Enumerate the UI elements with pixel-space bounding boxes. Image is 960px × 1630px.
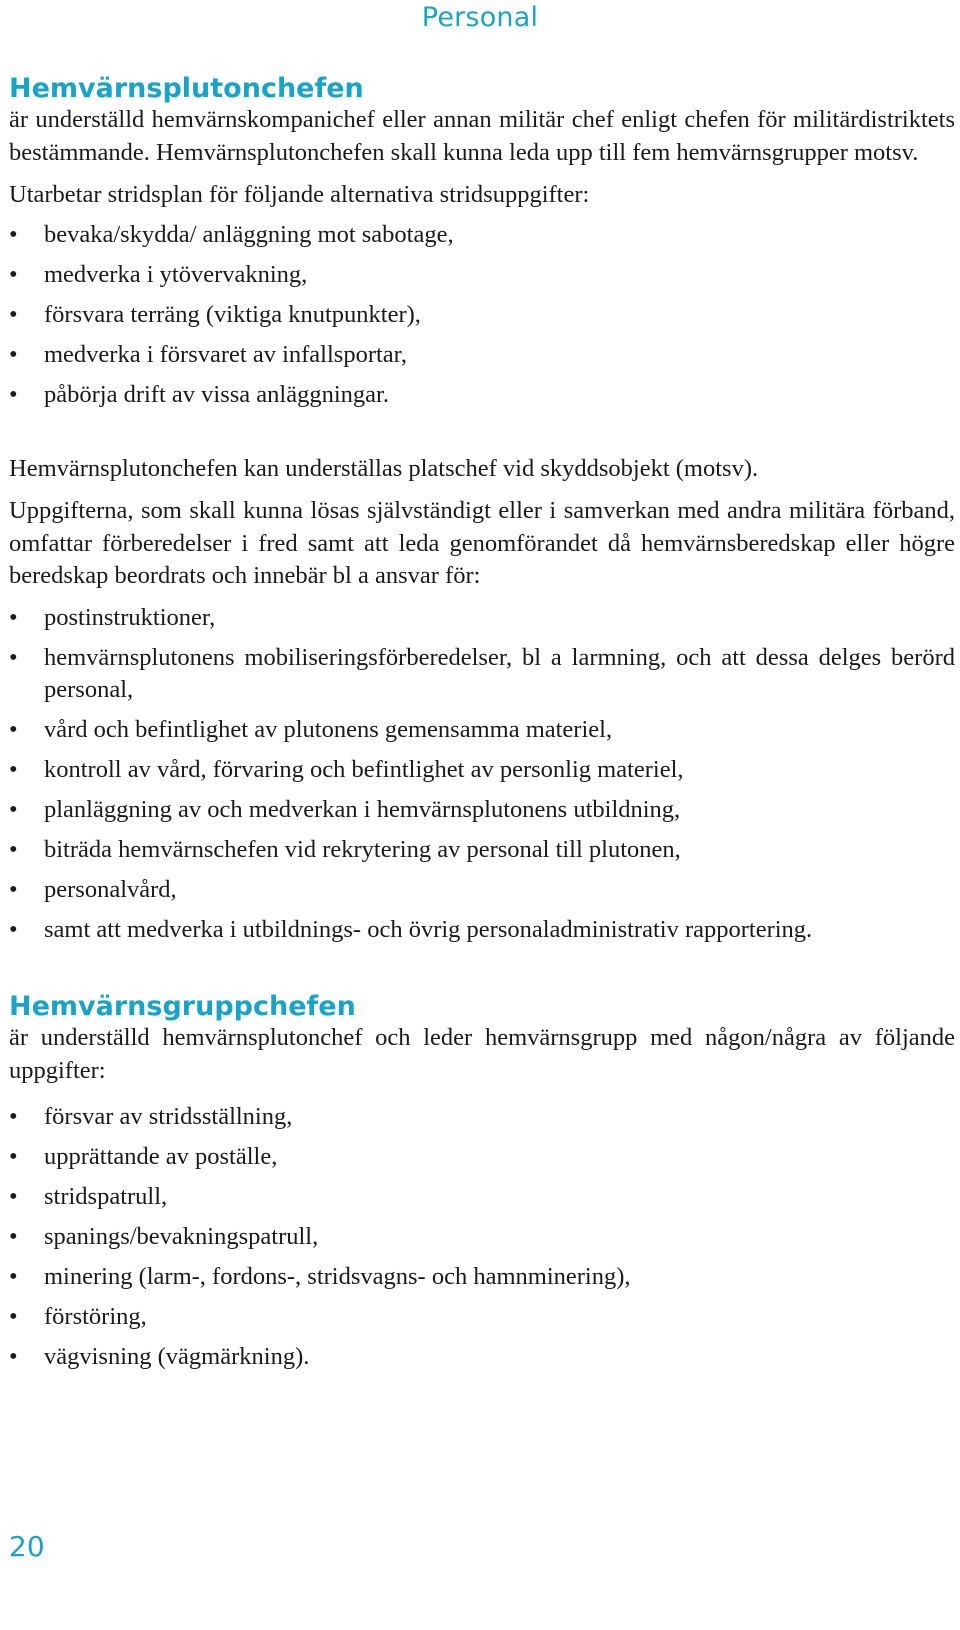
bullet-icon: • <box>9 1343 18 1370</box>
section2-intro: är underställd hemvärnsplutonchef och leder hemvärnsgrupp med någon/några av följande uppgifter: <box>9 1024 955 1084</box>
bullet-icon: • <box>9 1223 18 1250</box>
list-item: • kontroll av vård, förvaring och befintlighet av personlig materiel, <box>9 754 955 787</box>
list-item: • spanings/bevakningspatrull, <box>9 1221 955 1254</box>
plan-lead: Utarbetar stridsplan för följande alternativa stridsuppgifter: <box>9 181 590 208</box>
section-heading-hemvarnsplutonchefen: Hemvärnsplutonchefen <box>9 73 364 104</box>
group-tasks-list <box>9 1101 955 1374</box>
plan-list <box>9 219 955 412</box>
tasks-lead: Uppgifterna, som skall kunna lösas självständigt eller i samverkan med andra militära förband, omfattar förberedelser i fred samt att leda genomförandet då hemvärnsberedskap eller högre beredskap beordrats och innebär bl a ansvar för: <box>9 497 955 589</box>
bullet-icon: • <box>9 876 18 903</box>
bullet-icon: • <box>9 916 18 943</box>
list-item: • påbörja drift av vissa anläggningar. <box>9 379 955 412</box>
list-item: • postinstruktioner, <box>9 602 955 635</box>
section-heading-hemvarnsgruppchefen: Hemvärnsgruppchefen <box>9 991 356 1022</box>
list-item: • hemvärnsplutonens mobiliseringsförberedelser, bl a larmning, och att dessa delges berörd personal, <box>9 643 955 703</box>
platschef-paragraph: Hemvärnsplutonchefen kan underställas platschef vid skyddsobjekt (motsv). <box>9 454 759 482</box>
list-item: • medverka i ytövervakning, <box>9 259 955 292</box>
list-item: • vård och befintlighet av plutonens gemensamma materiel, <box>9 714 955 747</box>
list-item: • försvara terräng (viktiga knutpunkter), <box>9 299 955 332</box>
bullet-icon: • <box>9 1263 18 1290</box>
list-item: • samt att medverka i utbildnings- och övrig personaladministrativ rapportering. <box>9 914 955 947</box>
bullet-icon: • <box>9 260 18 288</box>
bullet-icon: • <box>9 380 18 408</box>
list-item: • personalvård, <box>9 874 955 907</box>
list-item: • vägvisning (vägmärkning). <box>9 1341 955 1374</box>
list-item: • medverka i försvaret av infallsportar, <box>9 339 955 372</box>
page-number: 20 <box>9 1530 45 1563</box>
bullet-icon: • <box>9 340 18 368</box>
bullet-icon: • <box>9 220 18 248</box>
page-body <box>9 72 955 1381</box>
bullet-icon: • <box>9 603 18 631</box>
list-item: • försvar av stridsställning, <box>9 1101 955 1134</box>
running-head: Personal <box>421 2 539 33</box>
bullet-icon: • <box>9 836 18 863</box>
bullet-icon: • <box>9 716 18 743</box>
tasks-list <box>9 602 955 947</box>
bullet-icon: • <box>9 1143 18 1170</box>
bullet-icon: • <box>9 1183 18 1210</box>
list-item: • bevaka/skydda/ anläggning mot sabotage, <box>9 219 955 252</box>
list-item: • förstöring, <box>9 1301 955 1334</box>
list-item: • planläggning av och medverkan i hemvärnsplutonens utbildning, <box>9 794 955 827</box>
list-item: • stridspatrull, <box>9 1181 955 1214</box>
bullet-icon: • <box>9 643 18 671</box>
section1-intro: är underställd hemvärnskompanichef eller annan militär chef enligt chefen för militärdistriktets bestämmande. Hemvärnsplutonchefen skall kunna leda upp till fem hemvärnsgrupper motsv. <box>9 106 955 166</box>
list-item: • minering (larm-, fordons-, stridsvagns- och hamnminering), <box>9 1261 955 1294</box>
list-item: • biträda hemvärnschefen vid rekrytering av personal till plutonen, <box>9 834 955 867</box>
bullet-icon: • <box>9 1303 18 1330</box>
bullet-icon: • <box>9 796 18 823</box>
bullet-icon: • <box>9 300 18 328</box>
list-item: • upprättande av poställe, <box>9 1141 955 1174</box>
bullet-icon: • <box>9 1103 18 1130</box>
bullet-icon: • <box>9 756 18 783</box>
